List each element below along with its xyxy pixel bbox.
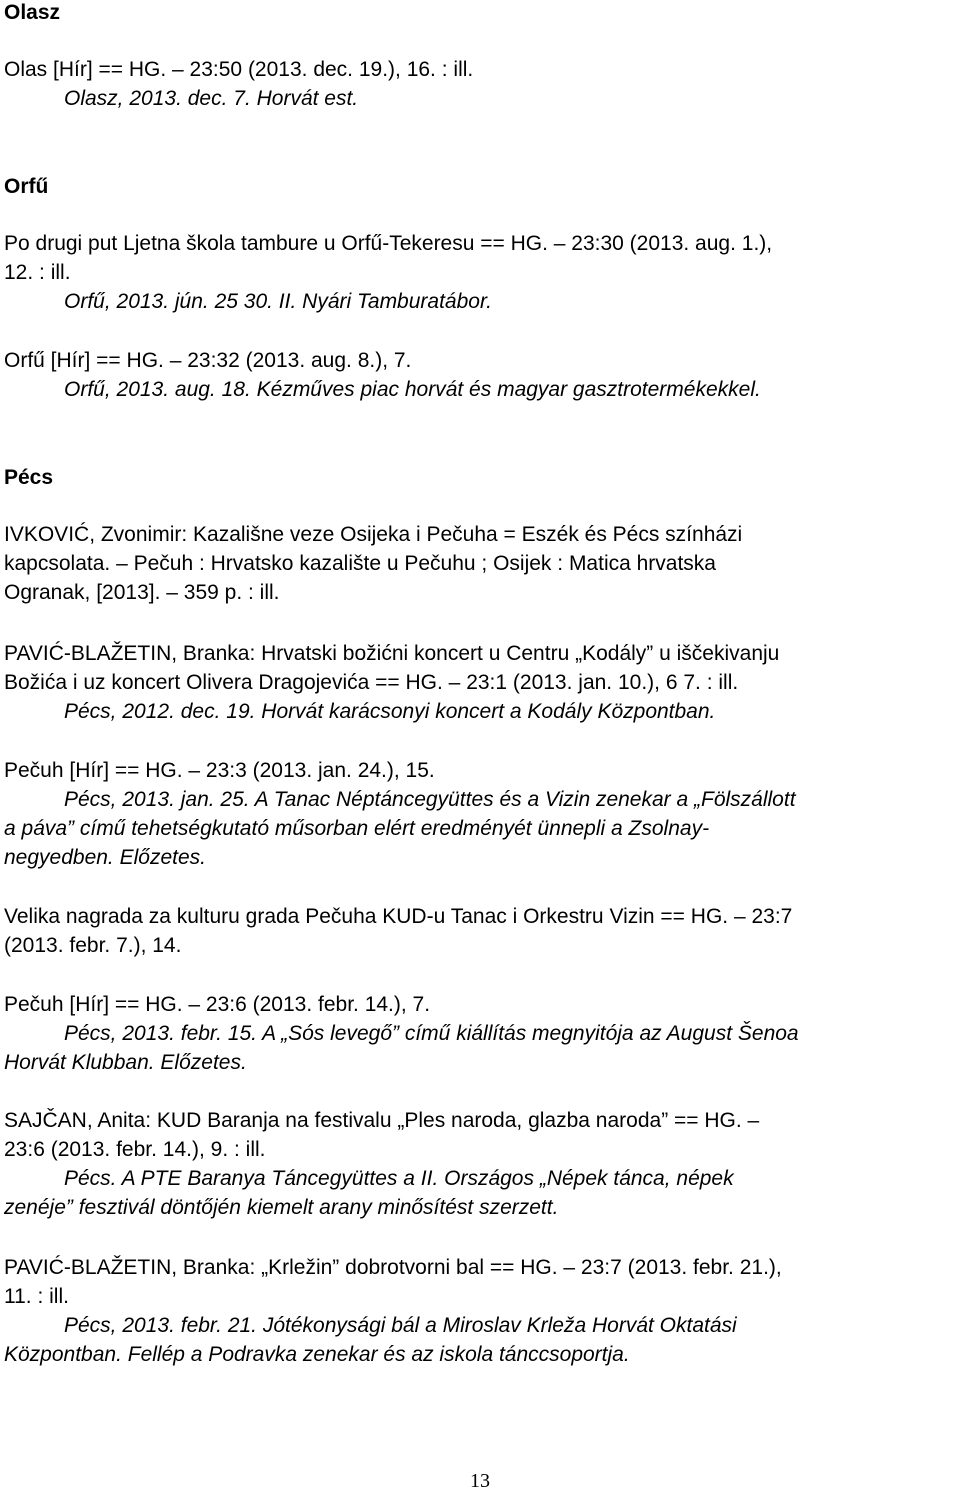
page-number: 13 [470,1470,490,1492]
entry-citation: PAVIĆ-BLAŽETIN, Branka: „Krležin” dobrotvorni bal == HG. – 23:7 (2013. febr. 21.), [4,1256,782,1279]
entry-citation-cont: 12. : ill. [4,261,71,284]
entry-citation: Pečuh [Hír] == HG. – 23:3 (2013. jan. 24.), 15. [4,759,435,782]
entry-annotation: Pécs, 2012. dec. 19. Horvát karácsonyi koncert a Kodály Központban. [64,700,716,723]
entry-citation: Velika nagrada za kulturu grada Pečuha KUD-u Tanac i Orkestru Vizin == HG. – 23:7 [4,905,793,928]
entry-annotation-cont: zenéje” fesztivál döntőjén kiemelt arany minősítést szerzett. [4,1196,559,1219]
entry-olas-hir [4,55,956,113]
entry-citation: PAVIĆ-BLAŽETIN, Branka: Hrvatski božićni koncert u Centru „Kodály” u iščekivanju [4,642,780,665]
section-heading-pecs: Pécs [4,466,54,489]
entry-citation: IVKOVIĆ, Zvonimir: Kazališne veze Osijeka i Pečuha = Eszék és Pécs színházi [4,523,743,546]
entry-citation: Orfű [Hír] == HG. – 23:32 (2013. aug. 8.), 7. [4,349,412,372]
entry-citation-cont: 23:6 (2013. febr. 14.), 9. : ill. [4,1138,266,1161]
entry-annotation-cont: a páva” című tehetségkutató műsorban elért eredményét ünnepli a Zsolnay- [4,817,710,840]
entry-pavic-blazetin-bal [4,1253,956,1369]
entry-citation-cont: (2013. febr. 7.), 14. [4,934,182,957]
entry-orfu-hir [4,346,956,404]
entry-velika-nagrada [4,902,956,960]
entry-pecuh-hir-jan [4,756,956,872]
entry-annotation: Orfű, 2013. jún. 25 30. II. Nyári Tamburatábor. [64,290,493,313]
entry-ivkovic [4,520,956,607]
entry-annotation: Orfű, 2013. aug. 18. Kézműves piac horvát és magyar gasztrotermékekkel. [64,378,761,401]
entry-annotation-cont: Központban. Fellép a Podravka zenekar és az iskola tánccsoportja. [4,1343,630,1366]
entry-sajcan [4,1106,956,1222]
entry-pavic-blazetin-koncert [4,639,956,726]
entry-citation: Olas [Hír] == HG. – 23:50 (2013. dec. 19.), 16. : ill. [4,58,474,81]
entry-annotation-cont: negyedben. Előzetes. [4,846,206,869]
entry-citation-cont: kapcsolata. – Pečuh : Hrvatsko kazalište u Pečuhu ; Osijek : Matica hrvatska [4,552,716,575]
entry-pecuh-hir-febr [4,990,956,1077]
entry-annotation: Pécs, 2013. febr. 21. Jótékonysági bál a Miroslav Krleža Horvát Oktatási [64,1314,737,1337]
section-heading-olasz: Olasz [4,1,61,24]
entry-annotation: Olasz, 2013. dec. 7. Horvát est. [64,87,359,110]
entry-ljetna-skola [4,229,956,316]
entry-annotation: Pécs, 2013. jan. 25. A Tanac Néptáncegyüttes és a Vizin zenekar a „Fölszállott [64,788,796,811]
entry-citation-cont: 11. : ill. [4,1285,69,1308]
entry-citation-cont: Božića i uz koncert Olivera Dragojevića == HG. – 23:1 (2013. jan. 10.), 6 7. : ill. [4,671,739,694]
section-heading-orfu: Orfű [4,175,49,198]
entry-citation: Po drugi put Ljetna škola tambure u Orfű-Tekeresu == HG. – 23:30 (2013. aug. 1.), [4,232,773,255]
entry-citation: Pečuh [Hír] == HG. – 23:6 (2013. febr. 14.), 7. [4,993,431,1016]
entry-annotation-cont: Horvát Klubban. Előzetes. [4,1051,247,1074]
entry-annotation: Pécs, 2013. febr. 15. A „Sós levegő” című kiállítás megnyitója az August Šenoa [64,1022,799,1045]
entry-citation: SAJČAN, Anita: KUD Baranja na festivalu „Ples naroda, glazba naroda” == HG. – [4,1109,760,1132]
entry-citation-cont: Ogranak, [2013]. – 359 p. : ill. [4,581,280,604]
entry-annotation: Pécs. A PTE Baranya Táncegyüttes a II. Országos „Népek tánca, népek [64,1167,734,1190]
